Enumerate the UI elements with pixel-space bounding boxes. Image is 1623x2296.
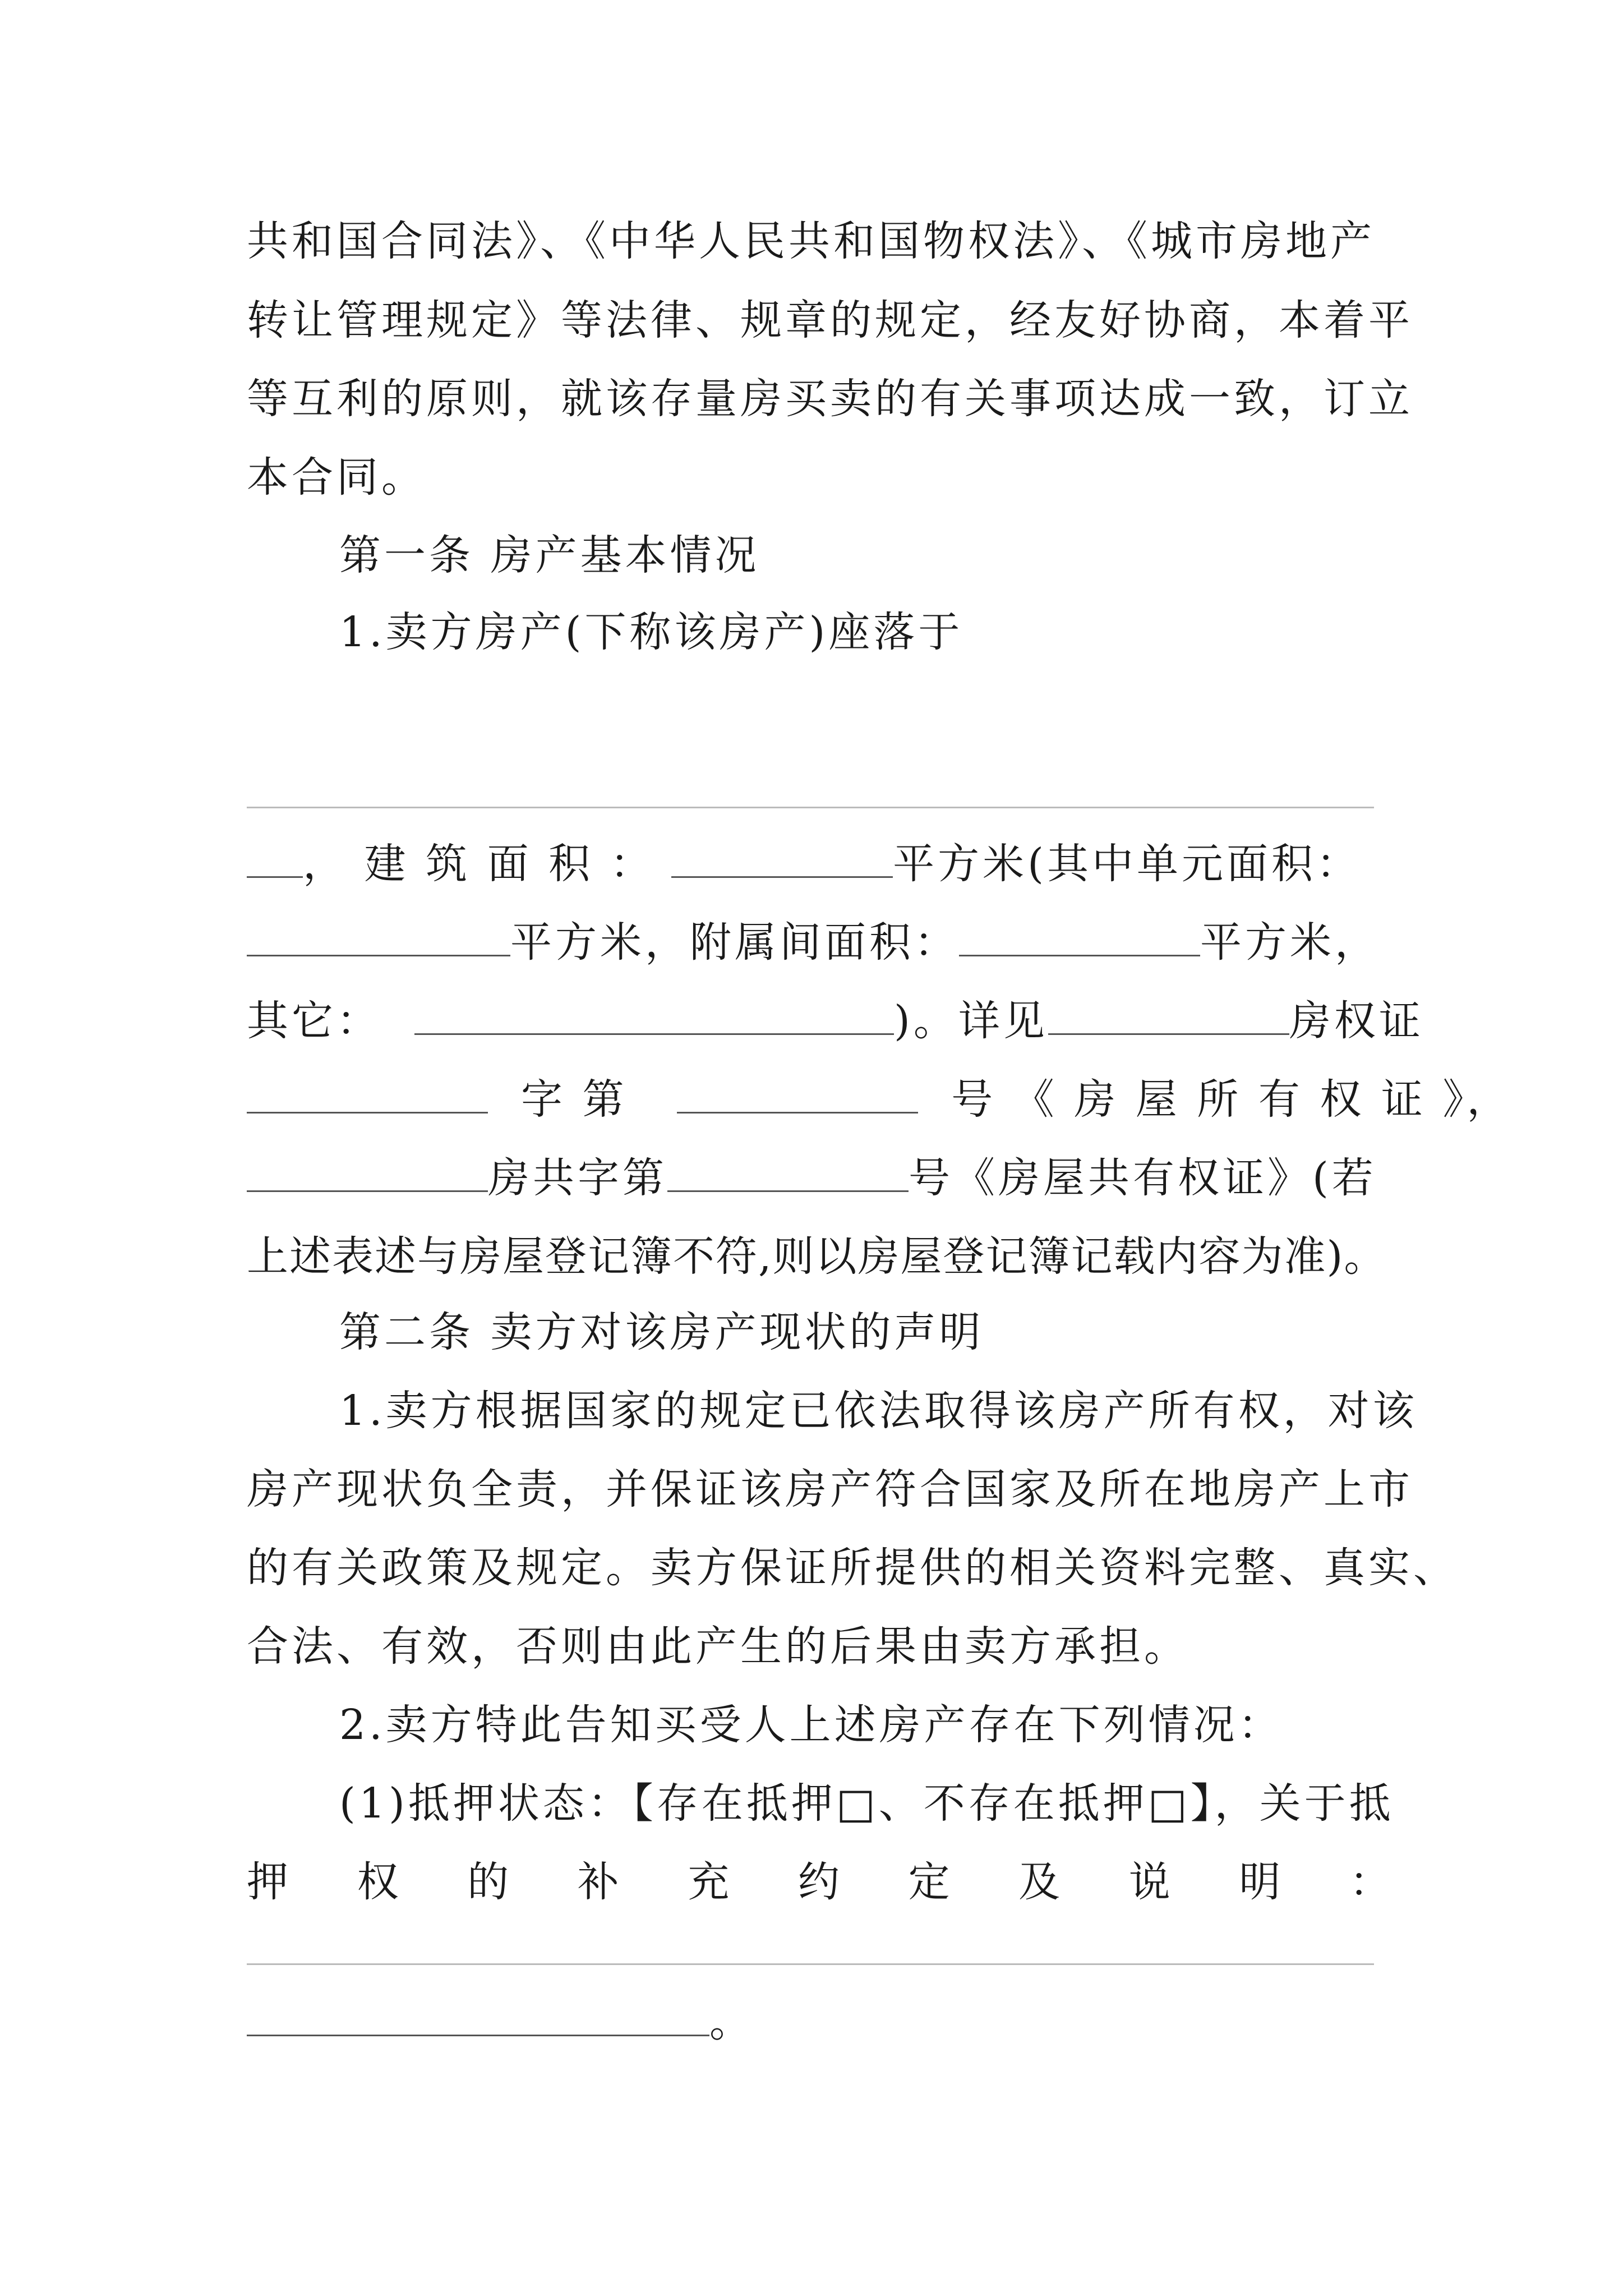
paragraph-line: 1.卖方根据国家的规定已依法取得该房产所有权，对该 (339, 1387, 1418, 1435)
label-other: 其它： (247, 997, 381, 1045)
char: 定 (908, 1858, 950, 1906)
other-line (247, 993, 1424, 1049)
paragraph-line: 转让管理规定》等法律、规章的规定，经友好协商，本着平 (247, 296, 1413, 344)
char: 权 (357, 1858, 399, 1906)
article-1-title: 第一条 房产基本情况 (339, 531, 760, 579)
blank-field (1048, 999, 1289, 1035)
paragraph-line: 本合同。 (247, 453, 426, 501)
char: 补 (577, 1858, 619, 1906)
paragraph-line: 共和国合同法》、《中华人民共和国物权法》、《城市房地产 (247, 217, 1375, 265)
label-sqm-unit: 平方米(其中单元面积： (893, 840, 1362, 888)
end-mark: 。 (709, 1998, 754, 2046)
article-2-title: 第二条 卖方对该房产现状的声明 (339, 1308, 984, 1356)
label-see: )。详见 (894, 997, 1048, 1045)
blank-field (667, 1156, 909, 1192)
label-cert: 房权证 (1289, 997, 1424, 1045)
char: 及 (1018, 1858, 1061, 1906)
blank-field (247, 2000, 709, 2036)
char: 约 (797, 1858, 840, 1906)
paragraph-line: 合法、有效，否则由此产生的后果由卖方承担。 (247, 1622, 1189, 1671)
char: 的 (467, 1858, 509, 1906)
blank-field (247, 920, 510, 956)
paragraph-line: 等互利的原则，就该存量房买卖的有关事项达成一致，订立 (247, 375, 1413, 423)
cert-line (247, 1071, 1512, 1128)
paragraph-line: 上述表述与房屋登记簿不符,则以房屋登记簿记载内容为准)。 (247, 1232, 1387, 1281)
blank-field (247, 841, 303, 878)
label-ownership-cert: 号 《 房 屋 所 有 权 证 》， (951, 1075, 1512, 1124)
final-blank-line (247, 1994, 1391, 2050)
area-line (247, 914, 1391, 970)
blank-field (677, 1077, 918, 1114)
char: 充 (688, 1858, 730, 1906)
paragraph-line: 的有关政策及规定。卖方保证所提供的相关资料完整、真实、 (247, 1544, 1458, 1592)
label-building-area: ， 建 筑 面 积 ： (303, 840, 655, 888)
cert-line (247, 1150, 1391, 1206)
mortgage-status-line: (1)抵押状态：【存在抵押□、不存在抵押□】，关于抵 (339, 1779, 1394, 1828)
area-line (247, 836, 1391, 892)
label-co-ownership-cert: 号《房屋共有权证》(若 (909, 1154, 1377, 1202)
blank-field (959, 920, 1200, 956)
char: 明 (1239, 1858, 1281, 1906)
label-attached-area: 平方米，附属间面积： (510, 918, 959, 967)
blank-field (247, 1156, 488, 1192)
mortgage-note-line (247, 1854, 1391, 1910)
fill-in-line-mortgage (247, 1963, 1374, 1965)
fill-in-line-address (247, 807, 1374, 808)
blank-field (247, 1077, 488, 1114)
paragraph-line: 房产现状负全责，并保证该房产符合国家及所在地房产上市 (247, 1465, 1413, 1513)
label-gong-zi-di: 房共字第 (488, 1154, 667, 1202)
blank-field (414, 999, 894, 1035)
char: ： (1349, 1858, 1391, 1906)
char: 押 (247, 1858, 288, 1906)
label-zi-di: 字 第 (521, 1075, 628, 1124)
article-1-item-1: 1.卖方房产(下称该房产)座落于 (339, 608, 963, 656)
char: 说 (1128, 1858, 1170, 1906)
label-sqm: 平方米， (1200, 918, 1380, 967)
blank-field (671, 841, 893, 878)
article-2-item-2: 2.卖方特此告知买受人上述房产存在下列情况： (339, 1701, 1283, 1749)
